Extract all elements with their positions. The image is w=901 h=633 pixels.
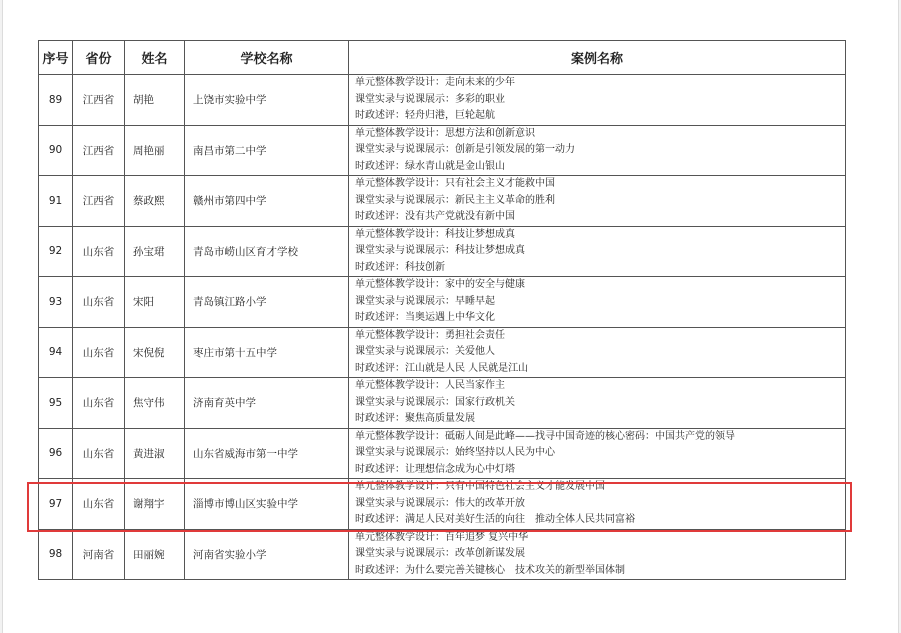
case-lesson: 课堂实录与说课展示：科技让梦想成真 [355, 245, 525, 256]
row-province: 江西省 [73, 75, 125, 126]
case-commentary: 时政述评：没有共产党就没有新中国 [355, 211, 515, 222]
case-commentary: 时政述评：科技创新 [355, 261, 445, 273]
row-province: 江西省 [73, 125, 125, 176]
case-lesson: 课堂实录与说课展示：新民主主义革命的胜利 [355, 194, 555, 206]
case-lesson: 课堂实录与说课展示：改革创新谋发展 [355, 548, 525, 559]
header-province: 省份 [73, 41, 125, 75]
row-province: 山东省 [73, 479, 125, 530]
row-school: 南昌市第二中学 [185, 125, 349, 176]
row-name: 孙宝珺 [125, 226, 185, 277]
row-school: 枣庄市第十五中学 [185, 327, 349, 378]
case-design: 单元整体教学设计：只有社会主义才能救中国 [355, 178, 555, 189]
row-name: 宋倪倪 [125, 327, 185, 378]
row-no: 93 [39, 277, 73, 328]
table-header-row [39, 41, 846, 75]
table-row [39, 176, 846, 227]
case-design: 单元整体教学设计：科技让梦想成真 [355, 228, 515, 240]
document-page [2, 0, 899, 633]
row-no: 90 [39, 125, 73, 176]
table-row-highlighted [39, 479, 846, 530]
case-commentary: 时政述评：轻舟归港，巨轮起航 [355, 110, 495, 121]
row-name: 宋阳 [125, 277, 185, 328]
table-row [39, 529, 846, 580]
row-school: 济南育英中学 [185, 378, 349, 429]
case-commentary: 时政述评：江山就是人民 人民就是江山 [355, 362, 529, 374]
table-row [39, 327, 846, 378]
case-table [38, 40, 846, 580]
row-cases [349, 75, 846, 126]
row-school: 山东省威海市第一中学 [185, 428, 349, 479]
table-row [39, 75, 846, 126]
header-cases: 案例名称 [349, 41, 846, 75]
case-design: 单元整体教学设计：百年追梦 复兴中华 [355, 531, 529, 543]
row-name: 谢翔宇 [125, 479, 185, 530]
case-lesson: 课堂实录与说课展示：早睡早起 [355, 295, 495, 307]
case-commentary: 时政述评：让理想信念成为心中灯塔 [355, 463, 515, 475]
row-no: 91 [39, 176, 73, 227]
row-province: 江西省 [73, 176, 125, 227]
header-name: 姓名 [125, 41, 185, 75]
table-row [39, 277, 846, 328]
case-commentary: 时政述评：为什么要完善关键核心 技术攻关的新型举国体制 [355, 564, 625, 576]
row-no: 92 [39, 226, 73, 277]
case-commentary: 时政述评：绿水青山就是金山银山 [355, 160, 505, 172]
case-lesson: 课堂实录与说课展示：伟大的改革开放 [355, 497, 525, 509]
row-school: 青岛镇江路小学 [185, 277, 349, 328]
row-no: 96 [39, 428, 73, 479]
row-cases [349, 277, 846, 328]
case-commentary: 时政述评：满足人民对美好生活的向往 推动全体人民共同富裕 [355, 514, 635, 525]
table-row [39, 378, 846, 429]
case-lesson: 课堂实录与说课展示：关爱他人 [355, 346, 495, 357]
row-name: 黄进淑 [125, 428, 185, 479]
case-lesson: 课堂实录与说课展示：始终坚持以人民为中心 [355, 447, 555, 458]
case-design: 单元整体教学设计：砥砺人间是此峰——找寻中国奇迹的核心密码：中国共产党的领导 [355, 430, 735, 442]
row-cases [349, 226, 846, 277]
row-province: 山东省 [73, 428, 125, 479]
row-province: 山东省 [73, 277, 125, 328]
row-province: 山东省 [73, 226, 125, 277]
row-name: 周艳丽 [125, 125, 185, 176]
row-cases [349, 327, 846, 378]
row-cases [349, 378, 846, 429]
case-design: 单元整体教学设计：走向未来的少年 [355, 77, 515, 88]
header-school: 学校名称 [185, 41, 349, 75]
row-cases [349, 125, 846, 176]
row-no: 89 [39, 75, 73, 126]
row-name: 胡艳 [125, 75, 185, 126]
row-cases [349, 176, 846, 227]
table-row [39, 428, 846, 479]
row-school: 上饶市实验中学 [185, 75, 349, 126]
case-design: 单元整体教学设计：人民当家作主 [355, 380, 505, 391]
case-lesson: 课堂实录与说课展示：创新是引领发展的第一动力 [355, 144, 575, 155]
row-school: 青岛市崂山区育才学校 [185, 226, 349, 277]
row-no: 95 [39, 378, 73, 429]
case-commentary: 时政述评：当奥运遇上中华文化 [355, 312, 495, 323]
row-name: 蔡政熙 [125, 176, 185, 227]
row-province: 山东省 [73, 327, 125, 378]
case-lesson: 课堂实录与说课展示：多彩的职业 [355, 93, 505, 105]
header-no: 序号 [39, 41, 73, 75]
row-no: 98 [39, 529, 73, 580]
row-cases [349, 479, 846, 530]
case-design: 单元整体教学设计：思想方法和创新意识 [355, 127, 535, 139]
row-no: 97 [39, 479, 73, 530]
case-design: 单元整体教学设计：家中的安全与健康 [355, 279, 525, 290]
table-row [39, 226, 846, 277]
row-name: 田丽婉 [125, 529, 185, 580]
table-row [39, 125, 846, 176]
row-cases [349, 529, 846, 580]
row-school: 河南省实验小学 [185, 529, 349, 580]
case-design: 单元整体教学设计：只有中国特色社会主义才能发展中国 [355, 481, 605, 492]
row-province: 河南省 [73, 529, 125, 580]
case-design: 单元整体教学设计：勇担社会责任 [355, 329, 505, 341]
row-province: 山东省 [73, 378, 125, 429]
row-no: 94 [39, 327, 73, 378]
row-school: 赣州市第四中学 [185, 176, 349, 227]
row-school: 淄博市博山区实验中学 [185, 479, 349, 530]
row-cases [349, 428, 846, 479]
case-lesson: 课堂实录与说课展示：国家行政机关 [355, 396, 515, 408]
case-commentary: 时政述评：聚焦高质量发展 [355, 413, 475, 424]
row-name: 焦守伟 [125, 378, 185, 429]
